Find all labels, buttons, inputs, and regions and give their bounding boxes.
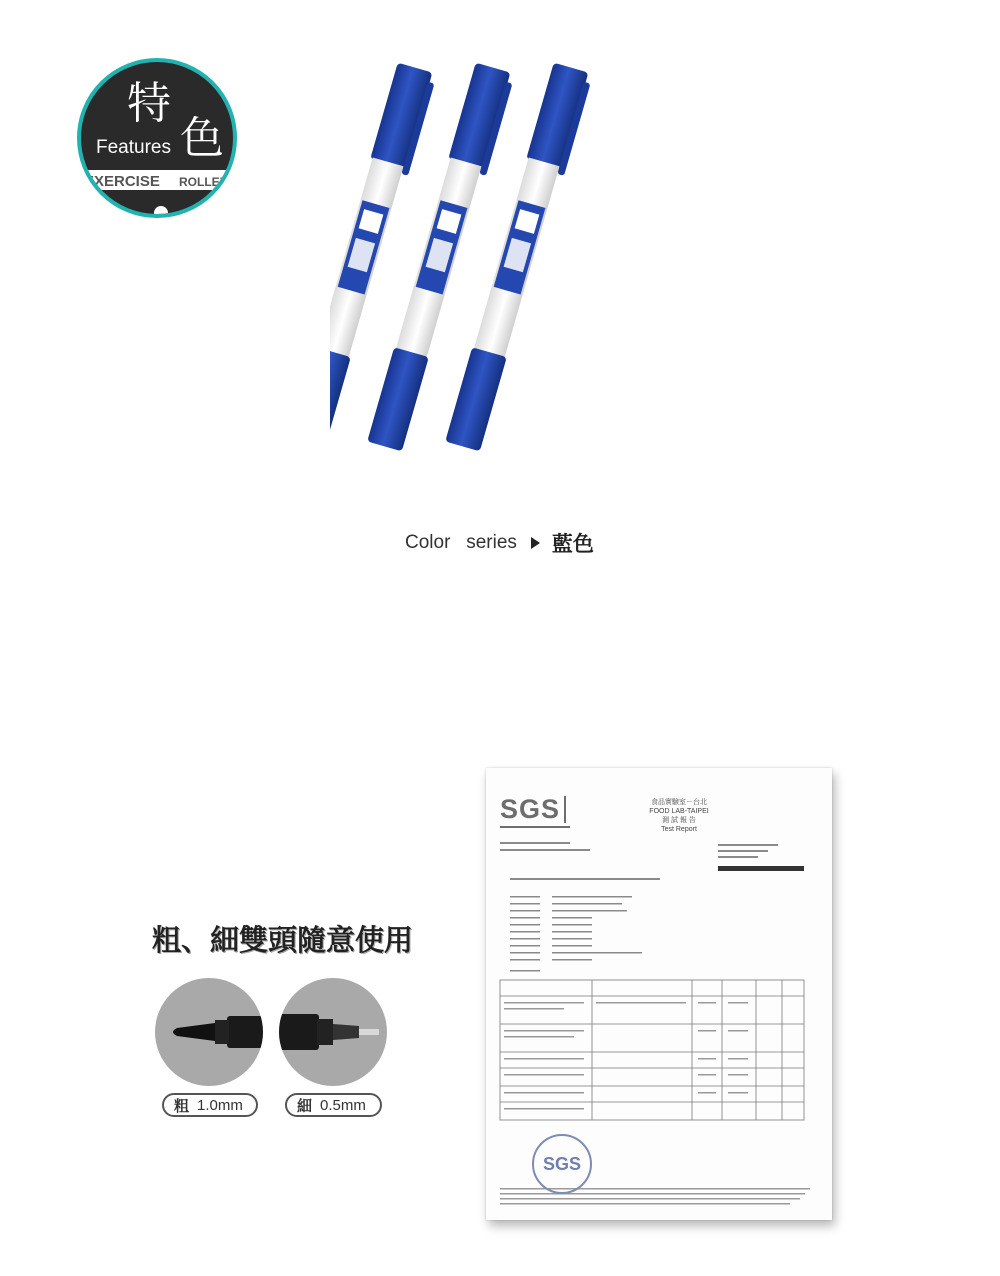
sgs-test-report [486,768,832,1220]
fine-tip-label [285,1093,382,1117]
badge-circle [77,58,237,218]
color-series [405,528,594,558]
play-arrow-icon [531,537,540,549]
badge-title-char-2: 色 [180,113,224,164]
badge-features-label: Features [96,137,171,158]
fine-tip-size: 0.5mm [320,1096,366,1114]
badge-title-char-1: 特 [127,78,171,129]
blue-markers-image [330,55,710,475]
fine-tip-circle [279,978,387,1086]
badge-exercise-label: EXERCISE [84,173,160,190]
thick-tip-zh: 粗 [174,1097,190,1115]
badge-roller-label: ROLLER [179,175,229,189]
color-series-value: 藍色 [551,533,594,556]
thick-tip-circle [155,978,263,1086]
dual-tip-title: 粗、細雙頭隨意使用 [152,925,414,957]
fine-tip-zh: 細 [297,1097,313,1115]
badge-dot [154,206,168,218]
thick-tip-label [162,1093,258,1117]
thick-tip-size: 1.0mm [197,1096,243,1114]
features-badge [77,58,241,234]
report-header: 食品實驗室－台北 FOOD LAB-TAIPEI 測 試 報 告 Test Report [649,799,709,833]
thick-tip-icon [155,978,263,1086]
fine-tip-icon [279,978,387,1086]
sgs-logo: SGS [500,796,566,823]
sgs-stamp-text: SGS [543,1154,582,1174]
color-series-label: Color series [405,532,517,553]
